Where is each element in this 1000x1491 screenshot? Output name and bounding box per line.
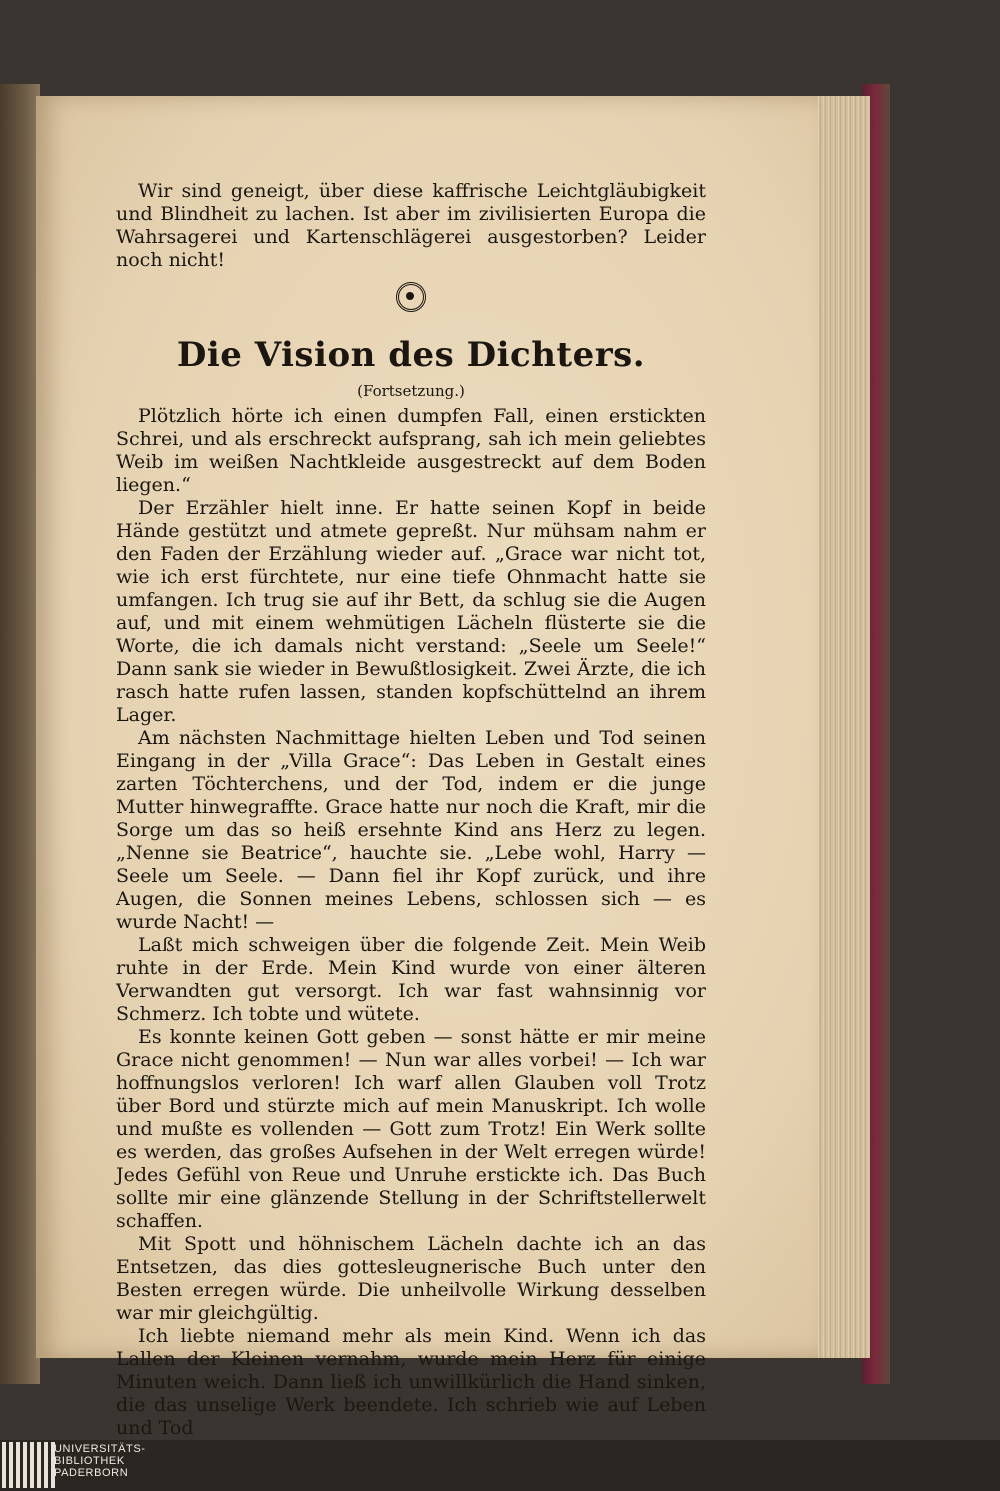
paragraph: Am nächsten Nachmittage hielten Leben und Tod seinen Eingang in der „Villa Grace“: Das Leben in Gestalt eines zarten Töchterchens, und der Tod, indem er die junge Mutter hinwegraffte. Grace hatte nur noch die Kraft, mir die Sorge um das so heiß ersehnte Kind ans Herz zu legen. „Nenne sie Beatrice“, hauchte sie. „Lebe wohl, Harry — Seele um Seele. — Dann fiel ihr Kopf zurück, und ihre Augen, die Sonnen meines Lebens, schlossen sich — es wurde Nacht! — bbox=[116, 727, 706, 933]
paragraph: Laßt mich schweigen über die folgende Zeit. Mein Weib ruhte in der Erde. Mein Kind wurde von einer älteren Verwandten gut versorgt. Ich war fast wahnsinnig vor Schmerz. Ich tobte und wütete. bbox=[116, 934, 706, 1025]
book-cover-left bbox=[0, 84, 40, 1384]
paragraph: Es konnte keinen Gott geben — sonst hätte er mir meine Grace nicht genommen! — Nun war alles vorbei! — Ich war hoffnungslos verloren! Ich warf allen Glauben voll Trotz über Bord und stürzte mich auf mein Manuskript. Ich wolle und mußte es vollenden — Gott zum Trotz! Ein Werk sollte es werden, das großes Aufsehen in der Welt erregen würde! Jedes Gefühl von Reue und Unruhe erstickte ich. Das Buch sollte mir eine glänzende Stellung in der Schriftstellerwelt schaffen. bbox=[116, 1026, 706, 1232]
book-page bbox=[36, 96, 818, 1439]
logo-line: UNIVERSITÄTS- bbox=[54, 1443, 146, 1455]
library-footer bbox=[0, 1440, 1000, 1491]
page-text bbox=[116, 180, 706, 1469]
library-logo-icon bbox=[2, 1442, 55, 1488]
logo-line: PADERBORN bbox=[54, 1467, 129, 1479]
intro-paragraph: Wir sind geneigt, über diese kaffrische Leichtgläubigkeit und Blindheit zu lachen. Ist aber im zivilisierten Europa die Wahrsagerei und Kartenschlägerei ausgestorben? Leider noch nicht! bbox=[116, 180, 706, 271]
paragraph: Ich liebte niemand mehr als mein Kind. Wenn ich das Lallen der Kleinen vernahm, wurde mein Herz für einige Minuten weich. Dann ließ ich unwillkürlich die Hand sinken, die das unselige Werk beendete. Ich schrieb wie auf Leben und Tod bbox=[116, 1325, 706, 1439]
chapter-subtitle: (Fortsetzung.) bbox=[357, 382, 465, 400]
page-edges bbox=[812, 96, 870, 1358]
logo-line: BIBLIOTHEK bbox=[54, 1455, 125, 1467]
paragraph: Der Erzähler hielt inne. Er hatte seinen Kopf in beide Hände gestützt und atmete gepreßt. Nur mühsam nahm er den Faden der Erzählung wieder auf. „Grace war nicht tot, wie ich erst fürchtete, nur eine tiefe Ohnmacht hatte sie umfangen. Ich trug sie auf ihr Bett, da schlug sie die Augen auf, und mit einem wehmütigen Lächeln flüsterte sie die Worte, die ich damals nicht verstand: „Seele um Seele!“ Dann sank sie wieder in Bewußtlosigkeit. Zwei Ärzte, die ich rasch hatte rufen lassen, standen kopfschüttelnd an ihrem Lager. bbox=[116, 497, 706, 726]
paragraph: Plötzlich hörte ich einen dumpfen Fall, einen erstickten Schrei, und als erschreckt aufsprang, sah ich mein geliebtes Weib im weißen Nachtkleide ausgestreckt auf dem Boden liegen.“ bbox=[116, 405, 706, 496]
library-logo-text bbox=[54, 1443, 146, 1479]
ornament-icon bbox=[116, 282, 706, 319]
paragraph: Mit Spott und höhnischem Lächeln dachte ich an das Entsetzen, das dies gottesleugnerische Buch unter den Besten erregen würde. Die unheilvolle Wirkung desselben war mir gleichgültig. bbox=[116, 1233, 706, 1324]
chapter-title: Die Vision des Dichters. bbox=[176, 335, 646, 375]
